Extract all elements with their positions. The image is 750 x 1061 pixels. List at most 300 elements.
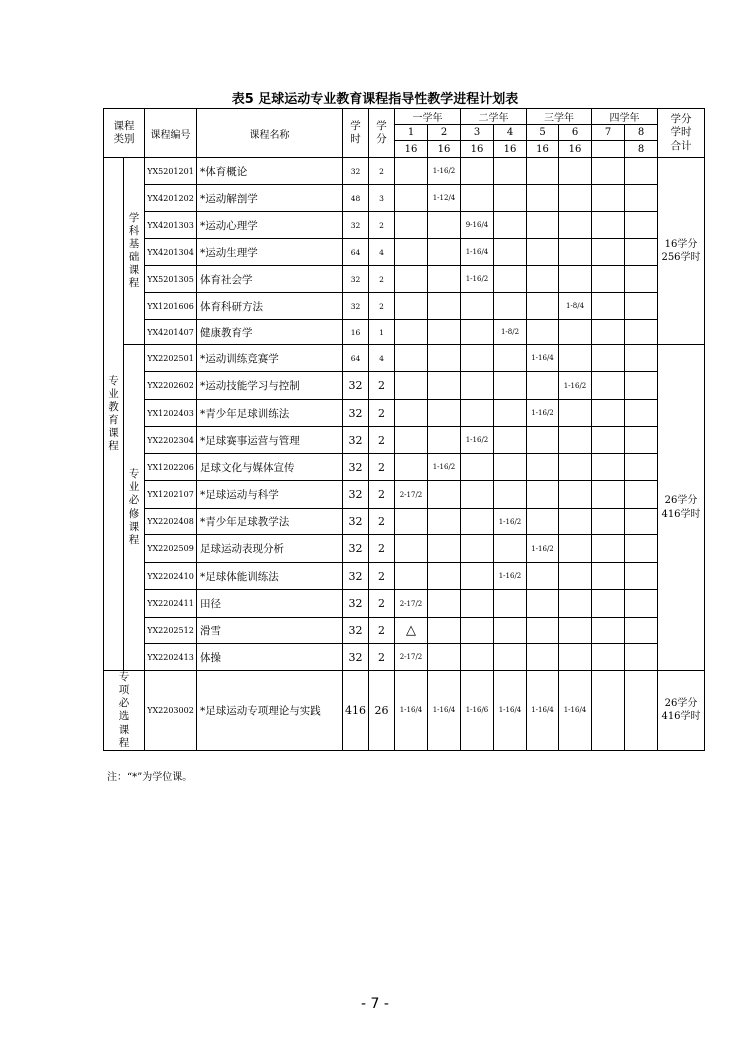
table-row xyxy=(104,320,705,345)
semester-cell xyxy=(559,427,592,454)
semester-cell xyxy=(625,671,658,751)
course-credits: 2 xyxy=(369,481,395,509)
semester-cell xyxy=(527,454,559,481)
course-hours: 32 xyxy=(343,618,369,644)
header-weeks: 16 xyxy=(494,141,527,158)
course-name: *足球运动专项理论与实践 xyxy=(197,671,343,751)
semester-cell: 1-16/2 xyxy=(428,454,461,481)
semester-cell xyxy=(428,535,461,563)
semester-cell: 9-16/4 xyxy=(461,212,494,239)
header-code: 课程编号 xyxy=(145,109,197,158)
semester-cell xyxy=(625,400,658,427)
course-credits: 3 xyxy=(369,185,395,212)
course-hours: 32 xyxy=(343,293,369,320)
course-name: 健康教育学 xyxy=(197,320,343,345)
table-row xyxy=(104,266,705,293)
course-code: YX5201305 xyxy=(145,266,197,293)
semester-cell xyxy=(395,185,428,212)
semester-cell: 1-16/4 xyxy=(461,239,494,266)
course-name: *青少年足球训练法 xyxy=(197,400,343,427)
table-row xyxy=(104,400,705,427)
header-weeks: 16 xyxy=(559,141,592,158)
semester-cell xyxy=(494,345,527,372)
semester-cell xyxy=(461,618,494,644)
header-semester: 3 xyxy=(461,125,494,141)
semester-cell: 1-8/2 xyxy=(494,320,527,345)
semester-cell xyxy=(527,563,559,590)
header-year-3: 三学年 xyxy=(527,109,592,125)
course-hours: 32 xyxy=(343,454,369,481)
course-name: *青少年足球教学法 xyxy=(197,509,343,535)
semester-cell: 2-17/2 xyxy=(395,590,428,618)
course-name: *足球运动与科学 xyxy=(197,481,343,509)
semester-cell xyxy=(592,671,625,751)
teaching-plan-table xyxy=(103,108,705,751)
header-year-4: 四学年 xyxy=(592,109,658,125)
semester-cell xyxy=(494,590,527,618)
semester-cell xyxy=(461,400,494,427)
group-required-label-char: 必 xyxy=(128,494,140,507)
semester-cell xyxy=(559,266,592,293)
semester-cell xyxy=(559,212,592,239)
course-name: *体育概论 xyxy=(197,158,343,185)
semester-cell xyxy=(428,590,461,618)
semester-cell: 1-16/4 xyxy=(428,671,461,751)
group-basic-label xyxy=(124,158,145,345)
semester-cell: 1-16/2 xyxy=(461,266,494,293)
semester-cell xyxy=(461,563,494,590)
semester-cell xyxy=(461,454,494,481)
table-row xyxy=(104,618,705,644)
semester-cell: 1-16/2 xyxy=(494,563,527,590)
group-elective-label xyxy=(104,671,145,751)
semester-cell xyxy=(625,590,658,618)
semester-cell xyxy=(461,185,494,212)
group-outer-label-char: 专 xyxy=(108,374,119,387)
semester-cell xyxy=(395,212,428,239)
semester-cell xyxy=(625,212,658,239)
semester-cell xyxy=(559,185,592,212)
semester-cell xyxy=(592,400,625,427)
semester-cell xyxy=(494,239,527,266)
course-credits: 2 xyxy=(369,535,395,563)
semester-cell xyxy=(625,372,658,400)
group-basic-label-char: 科 xyxy=(128,224,140,237)
course-credits: 2 xyxy=(369,509,395,535)
group-basic-label-char: 础 xyxy=(128,251,140,263)
header-credits: 学 分 xyxy=(369,109,395,158)
semester-cell xyxy=(395,158,428,185)
table-title: 表5 足球运动专业教育课程指导性教学进程计划表 xyxy=(231,92,519,107)
semester-cell xyxy=(395,239,428,266)
table-row xyxy=(104,345,705,372)
semester-cell xyxy=(395,266,428,293)
semester-cell xyxy=(428,320,461,345)
course-credits: 2 xyxy=(369,563,395,590)
semester-cell xyxy=(461,535,494,563)
course-code: YX2202501 xyxy=(145,345,197,372)
semester-cell xyxy=(625,481,658,509)
semester-cell xyxy=(625,185,658,212)
semester-cell xyxy=(625,293,658,320)
semester-cell xyxy=(395,320,428,345)
semester-cell xyxy=(461,158,494,185)
semester-cell xyxy=(461,320,494,345)
semester-cell xyxy=(625,320,658,345)
semester-cell xyxy=(592,509,625,535)
course-name: 体育社会学 xyxy=(197,266,343,293)
header-weeks: 16 xyxy=(428,141,461,158)
course-credits: 2 xyxy=(369,293,395,320)
course-code: YX2202304 xyxy=(145,427,197,454)
semester-cell xyxy=(428,239,461,266)
semester-cell xyxy=(461,372,494,400)
semester-cell xyxy=(559,239,592,266)
semester-cell xyxy=(592,454,625,481)
course-name: *运动生理学 xyxy=(197,239,343,266)
semester-cell xyxy=(625,618,658,644)
course-name: *运动训练竞赛学 xyxy=(197,345,343,372)
course-name: 体操 xyxy=(197,644,343,671)
semester-cell xyxy=(527,239,559,266)
semester-cell xyxy=(428,427,461,454)
semester-cell: 1-16/4 xyxy=(494,671,527,751)
header-weeks: 16 xyxy=(395,141,428,158)
semester-cell xyxy=(395,535,428,563)
semester-cell xyxy=(592,212,625,239)
footnote: 注：“*”为学位课。 xyxy=(107,772,193,783)
course-name: 滑雪 xyxy=(197,618,343,644)
header-semester: 4 xyxy=(494,125,527,141)
course-name: 足球运动表现分析 xyxy=(197,535,343,563)
semester-cell: 1-16/4 xyxy=(559,671,592,751)
course-hours: 32 xyxy=(343,372,369,400)
course-code: YX1201606 xyxy=(145,293,197,320)
semester-cell xyxy=(428,293,461,320)
semester-cell xyxy=(559,454,592,481)
semester-cell: 1-16/2 xyxy=(428,158,461,185)
semester-cell xyxy=(494,185,527,212)
semester-cell: 1-16/2 xyxy=(527,400,559,427)
course-code: YX4201407 xyxy=(145,320,197,345)
semester-cell xyxy=(559,535,592,563)
semester-cell xyxy=(559,590,592,618)
header-weeks: 8 xyxy=(625,141,658,158)
course-code: YX2202413 xyxy=(145,644,197,671)
semester-cell xyxy=(592,644,625,671)
course-hours: 64 xyxy=(343,239,369,266)
semester-cell xyxy=(625,266,658,293)
course-hours: 64 xyxy=(343,345,369,372)
table-row xyxy=(104,158,705,185)
header-year-1: 一学年 xyxy=(395,109,461,125)
group-elective-label-char: 选 xyxy=(118,710,130,723)
semester-cell xyxy=(625,509,658,535)
header-summary: 学分 学时 合计 xyxy=(658,109,705,158)
semester-cell xyxy=(527,185,559,212)
semester-cell xyxy=(428,212,461,239)
semester-cell xyxy=(494,454,527,481)
course-code: YX1202403 xyxy=(145,400,197,427)
group-outer-label xyxy=(104,158,124,671)
course-code: YX1202206 xyxy=(145,454,197,481)
semester-cell xyxy=(395,345,428,372)
course-code: YX4201303 xyxy=(145,212,197,239)
course-credits: 26 xyxy=(369,671,395,751)
group-elective-label-char: 程 xyxy=(118,736,130,749)
semester-cell xyxy=(527,293,559,320)
course-name: *运动解剖学 xyxy=(197,185,343,212)
course-credits: 2 xyxy=(369,266,395,293)
group-outer-label-char: 课 xyxy=(108,427,119,440)
semester-cell xyxy=(559,320,592,345)
course-name: 田径 xyxy=(197,590,343,618)
course-credits: 2 xyxy=(369,158,395,185)
semester-cell xyxy=(461,345,494,372)
semester-cell xyxy=(395,293,428,320)
semester-cell xyxy=(592,345,625,372)
course-credits: 2 xyxy=(369,427,395,454)
semester-cell xyxy=(527,212,559,239)
group-basic-label-char: 程 xyxy=(128,277,140,290)
course-name: *运动技能学习与控制 xyxy=(197,372,343,400)
table-row xyxy=(104,563,705,590)
semester-cell xyxy=(527,320,559,345)
course-credits: 4 xyxy=(369,239,395,266)
course-credits: 2 xyxy=(369,454,395,481)
course-code: YX2203002 xyxy=(145,671,197,751)
course-code: YX5201201 xyxy=(145,158,197,185)
group-basic-label-char: 课 xyxy=(128,264,140,277)
course-code: YX2202512 xyxy=(145,618,197,644)
group-elective-label-char: 必 xyxy=(118,697,130,710)
header-weeks: 16 xyxy=(527,141,559,158)
semester-cell xyxy=(527,509,559,535)
semester-cell xyxy=(559,509,592,535)
semester-cell xyxy=(395,427,428,454)
semester-cell xyxy=(494,372,527,400)
semester-cell xyxy=(527,427,559,454)
semester-cell: 1-16/2 xyxy=(527,535,559,563)
course-credits: 2 xyxy=(369,618,395,644)
course-hours: 16 xyxy=(343,320,369,345)
course-name: *运动心理学 xyxy=(197,212,343,239)
semester-cell xyxy=(559,644,592,671)
course-hours: 48 xyxy=(343,185,369,212)
header-semester: 5 xyxy=(527,125,559,141)
group-outer-label-char: 程 xyxy=(108,440,119,453)
course-code: YX4201304 xyxy=(145,239,197,266)
semester-cell xyxy=(494,618,527,644)
table-row xyxy=(104,590,705,618)
course-credits: 2 xyxy=(369,590,395,618)
summary-basic: 16学分 256学时 xyxy=(658,158,705,345)
semester-cell xyxy=(625,427,658,454)
group-required-label-char: 业 xyxy=(128,481,140,494)
header-weeks: 16 xyxy=(461,141,494,158)
header-semester: 6 xyxy=(559,125,592,141)
table-row xyxy=(104,185,705,212)
semester-cell xyxy=(395,400,428,427)
course-credits: 2 xyxy=(369,372,395,400)
header-semester: 8 xyxy=(625,125,658,141)
semester-cell xyxy=(494,644,527,671)
semester-cell xyxy=(527,618,559,644)
table-row xyxy=(104,454,705,481)
table-row xyxy=(104,239,705,266)
header-category: 课程 类别 xyxy=(104,109,145,158)
group-required-label-char: 程 xyxy=(128,533,140,546)
semester-cell xyxy=(592,427,625,454)
semester-cell xyxy=(592,266,625,293)
course-code: YX2202411 xyxy=(145,590,197,618)
course-code: YX2202602 xyxy=(145,372,197,400)
semester-cell xyxy=(527,590,559,618)
semester-cell xyxy=(527,266,559,293)
group-elective-label-char: 专 xyxy=(118,671,130,683)
semester-cell: 1-16/6 xyxy=(461,671,494,751)
header-hours: 学 时 xyxy=(343,109,369,158)
semester-cell xyxy=(428,400,461,427)
semester-cell xyxy=(428,372,461,400)
semester-cell xyxy=(527,644,559,671)
semester-cell: 1-16/2 xyxy=(559,372,592,400)
semester-cell xyxy=(461,293,494,320)
summary-elective: 26学分 416学时 xyxy=(658,671,705,751)
semester-cell xyxy=(428,563,461,590)
semester-cell xyxy=(428,345,461,372)
table-row xyxy=(104,535,705,563)
semester-cell xyxy=(395,509,428,535)
semester-cell xyxy=(625,563,658,590)
semester-cell xyxy=(559,563,592,590)
semester-cell xyxy=(494,481,527,509)
table-row xyxy=(104,481,705,509)
semester-cell xyxy=(395,454,428,481)
table-row xyxy=(104,509,705,535)
page-number: - 7 - xyxy=(361,996,389,1012)
course-name: 足球文化与媒体宣传 xyxy=(197,454,343,481)
course-code: YX1202107 xyxy=(145,481,197,509)
semester-cell xyxy=(527,372,559,400)
semester-cell xyxy=(494,535,527,563)
semester-cell: △ xyxy=(395,618,428,644)
course-code: YX4201202 xyxy=(145,185,197,212)
course-hours: 32 xyxy=(343,644,369,671)
group-elective-label-char: 项 xyxy=(118,684,130,697)
header-semester: 1 xyxy=(395,125,428,141)
course-credits: 4 xyxy=(369,345,395,372)
course-name: 体育科研方法 xyxy=(197,293,343,320)
course-hours: 416 xyxy=(343,671,369,751)
semester-cell: 2-17/2 xyxy=(395,644,428,671)
header-semester: 7 xyxy=(592,125,625,141)
course-credits: 2 xyxy=(369,212,395,239)
semester-cell xyxy=(592,590,625,618)
course-credits: 2 xyxy=(369,644,395,671)
semester-cell xyxy=(527,158,559,185)
semester-cell xyxy=(428,481,461,509)
semester-cell xyxy=(559,481,592,509)
semester-cell xyxy=(625,239,658,266)
header-name: 课程名称 xyxy=(197,109,343,158)
semester-cell xyxy=(592,239,625,266)
course-code: YX2202509 xyxy=(145,535,197,563)
semester-cell xyxy=(494,293,527,320)
semester-cell: 1-8/4 xyxy=(559,293,592,320)
course-hours: 32 xyxy=(343,481,369,509)
course-hours: 32 xyxy=(343,590,369,618)
course-name: *足球体能训练法 xyxy=(197,563,343,590)
header-semester: 2 xyxy=(428,125,461,141)
course-hours: 32 xyxy=(343,563,369,590)
table-row xyxy=(104,372,705,400)
semester-cell xyxy=(395,372,428,400)
semester-cell xyxy=(625,345,658,372)
semester-cell: 1-12/4 xyxy=(428,185,461,212)
semester-cell xyxy=(592,618,625,644)
semester-cell xyxy=(428,266,461,293)
semester-cell xyxy=(592,563,625,590)
header-weeks xyxy=(592,141,625,158)
semester-cell: 1-16/4 xyxy=(395,671,428,751)
course-hours: 32 xyxy=(343,427,369,454)
summary-required: 26学分 416学时 xyxy=(658,345,705,671)
group-basic-label-char: 学 xyxy=(128,211,140,224)
table-row xyxy=(104,212,705,239)
semester-cell xyxy=(592,320,625,345)
semester-cell xyxy=(559,345,592,372)
course-code: YX2202410 xyxy=(145,563,197,590)
course-credits: 1 xyxy=(369,320,395,345)
semester-cell xyxy=(559,400,592,427)
semester-cell xyxy=(625,158,658,185)
semester-cell xyxy=(527,481,559,509)
course-hours: 32 xyxy=(343,535,369,563)
semester-cell xyxy=(592,372,625,400)
semester-cell xyxy=(461,509,494,535)
header-year-2: 二学年 xyxy=(461,109,527,125)
semester-cell xyxy=(395,563,428,590)
course-hours: 32 xyxy=(343,400,369,427)
semester-cell: 2-17/2 xyxy=(395,481,428,509)
course-credits: 2 xyxy=(369,400,395,427)
semester-cell: 1-16/4 xyxy=(527,671,559,751)
group-required-label-char: 专 xyxy=(128,468,140,481)
semester-cell xyxy=(461,481,494,509)
table-row xyxy=(104,427,705,454)
group-basic-label-char: 基 xyxy=(128,237,140,250)
semester-cell: 1-16/4 xyxy=(527,345,559,372)
semester-cell: 1-16/2 xyxy=(494,509,527,535)
group-outer-label-char: 教 xyxy=(108,400,119,413)
course-hours: 32 xyxy=(343,266,369,293)
semester-cell xyxy=(625,454,658,481)
table-row xyxy=(104,644,705,671)
semester-cell xyxy=(592,293,625,320)
semester-cell xyxy=(625,644,658,671)
semester-cell xyxy=(592,481,625,509)
semester-cell xyxy=(494,400,527,427)
semester-cell xyxy=(592,535,625,563)
semester-cell xyxy=(559,158,592,185)
course-code: YX2202408 xyxy=(145,509,197,535)
course-hours: 32 xyxy=(343,158,369,185)
semester-cell xyxy=(428,509,461,535)
group-outer-label-char: 育 xyxy=(108,414,119,426)
semester-cell xyxy=(494,212,527,239)
group-required-label-char: 修 xyxy=(128,507,140,520)
